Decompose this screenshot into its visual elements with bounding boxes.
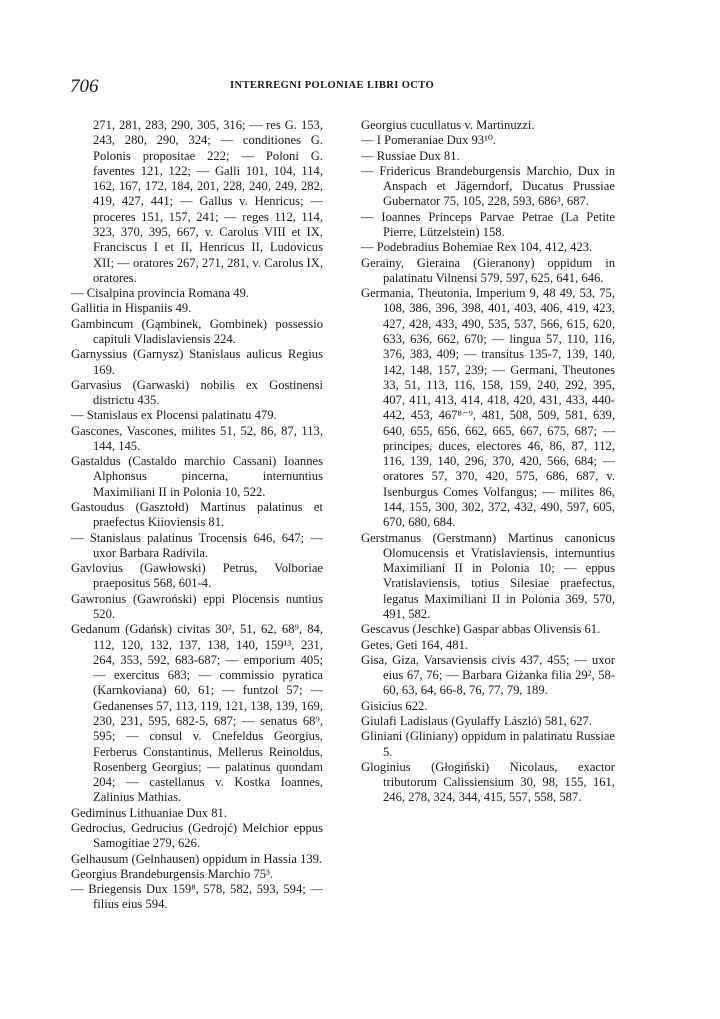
index-entry: Gloginius (Głogiński) Nicolaus, exactor tributorum Calissiensium 30, 98, 155, 161, 246, 278, 324, 344, 415, 557, 558, 587.: [361, 759, 615, 805]
index-column-left: [71, 118, 323, 913]
index-column-right: [361, 118, 615, 806]
index-entry: Gallitia in Hispaniis 49.: [71, 301, 192, 316]
index-entry: — Stanislaus palatinus Trocensis 646, 647; — uxor Barbara Radivila.: [71, 530, 323, 560]
index-entry: Germania, Theutonia, Imperium 9, 48 49, 53, 75, 108, 386, 396, 398, 401, 403, 406, 419, 423, 427, 428, 433, 490, 535, 537, 566, 615, 620, 633, 636, 662, 670; — lingua 57, 110, 116, 376, 383, 409; — transitus 135-7, 139, 140, 142, 148, 157, 239; — Germani, Theutones 33, 51, 113, 116, 158, 159, 240, 292, 395, 407, 411, 413, 414, 418, 420, 431, 433, 440-442, 453, 467⁸⁻⁹, 481, 508, 509, 581, 639, 640, 655, 656, 662, 665, 667, 675, 687; — principes, duces, electores 46, 86, 87, 112, 116, 139, 140, 296, 370, 420, 566, 684; — oratores 57, 370, 420, 575, 686, 687, v. Isenburgus Comes Volfangus; — milites 86, 144, 155, 300, 302, 372, 432, 490, 597, 605, 670, 680, 684.: [361, 286, 615, 530]
index-entry: Gerainy, Gieraina (Gieranony) oppidum in palatinatu Vilnensi 579, 597, 625, 641, 646.: [361, 255, 615, 285]
index-entry: — Briegensis Dux 159⁸, 578, 582, 593, 594; — filius eius 594.: [71, 882, 323, 912]
running-title: INTERREGNI POLONIAE LIBRI OCTO: [230, 80, 435, 91]
index-entry: Gedanum (Gdańsk) civitas 30², 51, 62, 68⁹, 84, 112, 120, 132, 137, 138, 140, 159¹³, 231, 264, 353, 592, 683-687; — emporium 405; — exercitus 683; — commissio pyratica (Karnkoviana) 60, 61; — funtzol 57; — Gedanenses 57, 113, 119, 121, 138, 139, 169, 230, 231, 595, 682-5, 687; — senatus 68⁹, 595; — consul v. Cnefeldus Georgius, Ferberus Constantinus, Mellerus Reinoldus, Rosenberg Georgius; — palatinus quondam 204; — castellanus v. Kostka Ioannes, Zalinius Mathias.: [71, 622, 323, 805]
index-entry: Gambincum (Gąmbinek, Gombinek) possessio capituli Vladislaviensis 224.: [71, 316, 323, 346]
index-entry: Gastaldus (Castaldo marchio Cassani) Ioannes Alphonsus pincerna, internuntius Maximiliani II in Polonia 10, 522.: [71, 454, 323, 499]
index-entry: — I Pomeraniae Dux 93¹⁰.: [361, 133, 497, 148]
index-entry: Gisa, Giza, Varsaviensis civis 437, 455; — uxor eius 67, 76; — Barbara Giżanka filia 29², 58-60, 63, 64, 66-8, 76, 77, 79, 189.: [361, 652, 615, 698]
index-entry: Gavlovius (Gawłowski) Petrus, Volboriae praepositus 568, 601-4.: [71, 561, 323, 591]
index-entry: Gawronius (Gawroński) eppi Plocensis nuntius 520.: [71, 591, 323, 621]
index-entry: — Russiae Dux 81.: [361, 148, 460, 163]
index-entry: — Stanislaus ex Plocensi palatinatu 479.: [71, 408, 277, 423]
index-entry: — Podebradius Bohemiae Rex 104, 412, 423.: [361, 240, 593, 255]
index-entry: Gascones, Vascones, milites 51, 52, 86, 87, 113, 144, 145.: [71, 423, 323, 453]
index-entry: Gliniani (Gliniany) oppidum in palatinatu Russiae 5.: [361, 729, 615, 759]
index-entry: Georgius Brandeburgensis Marchio 75³.: [71, 866, 273, 881]
index-entry: Gerstmanus (Gerstmann) Martinus canonicus Olomucensis et Vratislaviensis, internuntius Maximiliani II in Polonia 10; — eppus Vratislaviensis, totius Silesiae praefectus, legatus Maximiliani II in Polonia 369, 570, 491, 582.: [361, 530, 615, 621]
index-entry: Garnyssius (Garnysz) Stanislaus aulicus Regius 169.: [71, 347, 323, 377]
index-entry: — Cisalpina provincia Romana 49.: [71, 286, 250, 301]
index-entry: Garvasius (Garwaski) nobilis ex Gostinensi districtu 435.: [71, 377, 323, 408]
index-entry: Gediminus Lithuaniae Dux 81.: [71, 805, 227, 820]
index-entry: 271, 281, 283, 290, 305, 316; — res G. 153, 243, 280, 290, 324; — conditiones G. Polonis propositae 222; — Poloni G. faventes 121, 122; — Galli 101, 104, 114, 162, 167, 172, 184, 201, 228, 240, 249, 282, 419, 427, 441; — Gallus v. Henricus; — proceres 151, 157, 241; — reges 112, 114, 323, 370, 395, 667, v. Carolus VIII et IX, Franciscus I et II, Henricus II, Ludovicus XII; — oratores 267, 271, 281, v. Carolus IX, oratores.: [93, 118, 323, 285]
index-entry: Georgius cucullatus v. Martinuzzi.: [361, 118, 535, 132]
index-entry: — Fridericus Brandeburgensis Marchio, Dux in Anspach et Jägerndorf, Ducatus Prussiae Gubernator 75, 105, 228, 593, 686³, 687.: [361, 163, 615, 209]
index-entry: Gisicius 622.: [361, 698, 428, 713]
index-entry: Getes, Geti 164, 481.: [361, 637, 469, 652]
index-entry: Gescavus (Jeschke) Gaspar abbas Olivensis 61.: [361, 622, 601, 637]
index-entry: — Ioannes Princeps Parvae Petrae (La Petite Pierre, Lützelstein) 158.: [361, 209, 615, 239]
index-entry: Gastoudus (Gasztołd) Martinus palatinus et praefectus Kiioviensis 81.: [71, 500, 323, 530]
page-number: 706: [70, 76, 99, 97]
index-entry: Gelhausum (Gelnhausen) oppidum in Hassia 139.: [71, 851, 323, 866]
index-entry: Gedrocius, Gedrucius (Gedrojć) Melchior eppus Samogitiae 279, 626.: [71, 820, 323, 851]
index-entry: Giulafi Ladislaus (Gyulaffy László) 581, 627.: [361, 713, 592, 728]
